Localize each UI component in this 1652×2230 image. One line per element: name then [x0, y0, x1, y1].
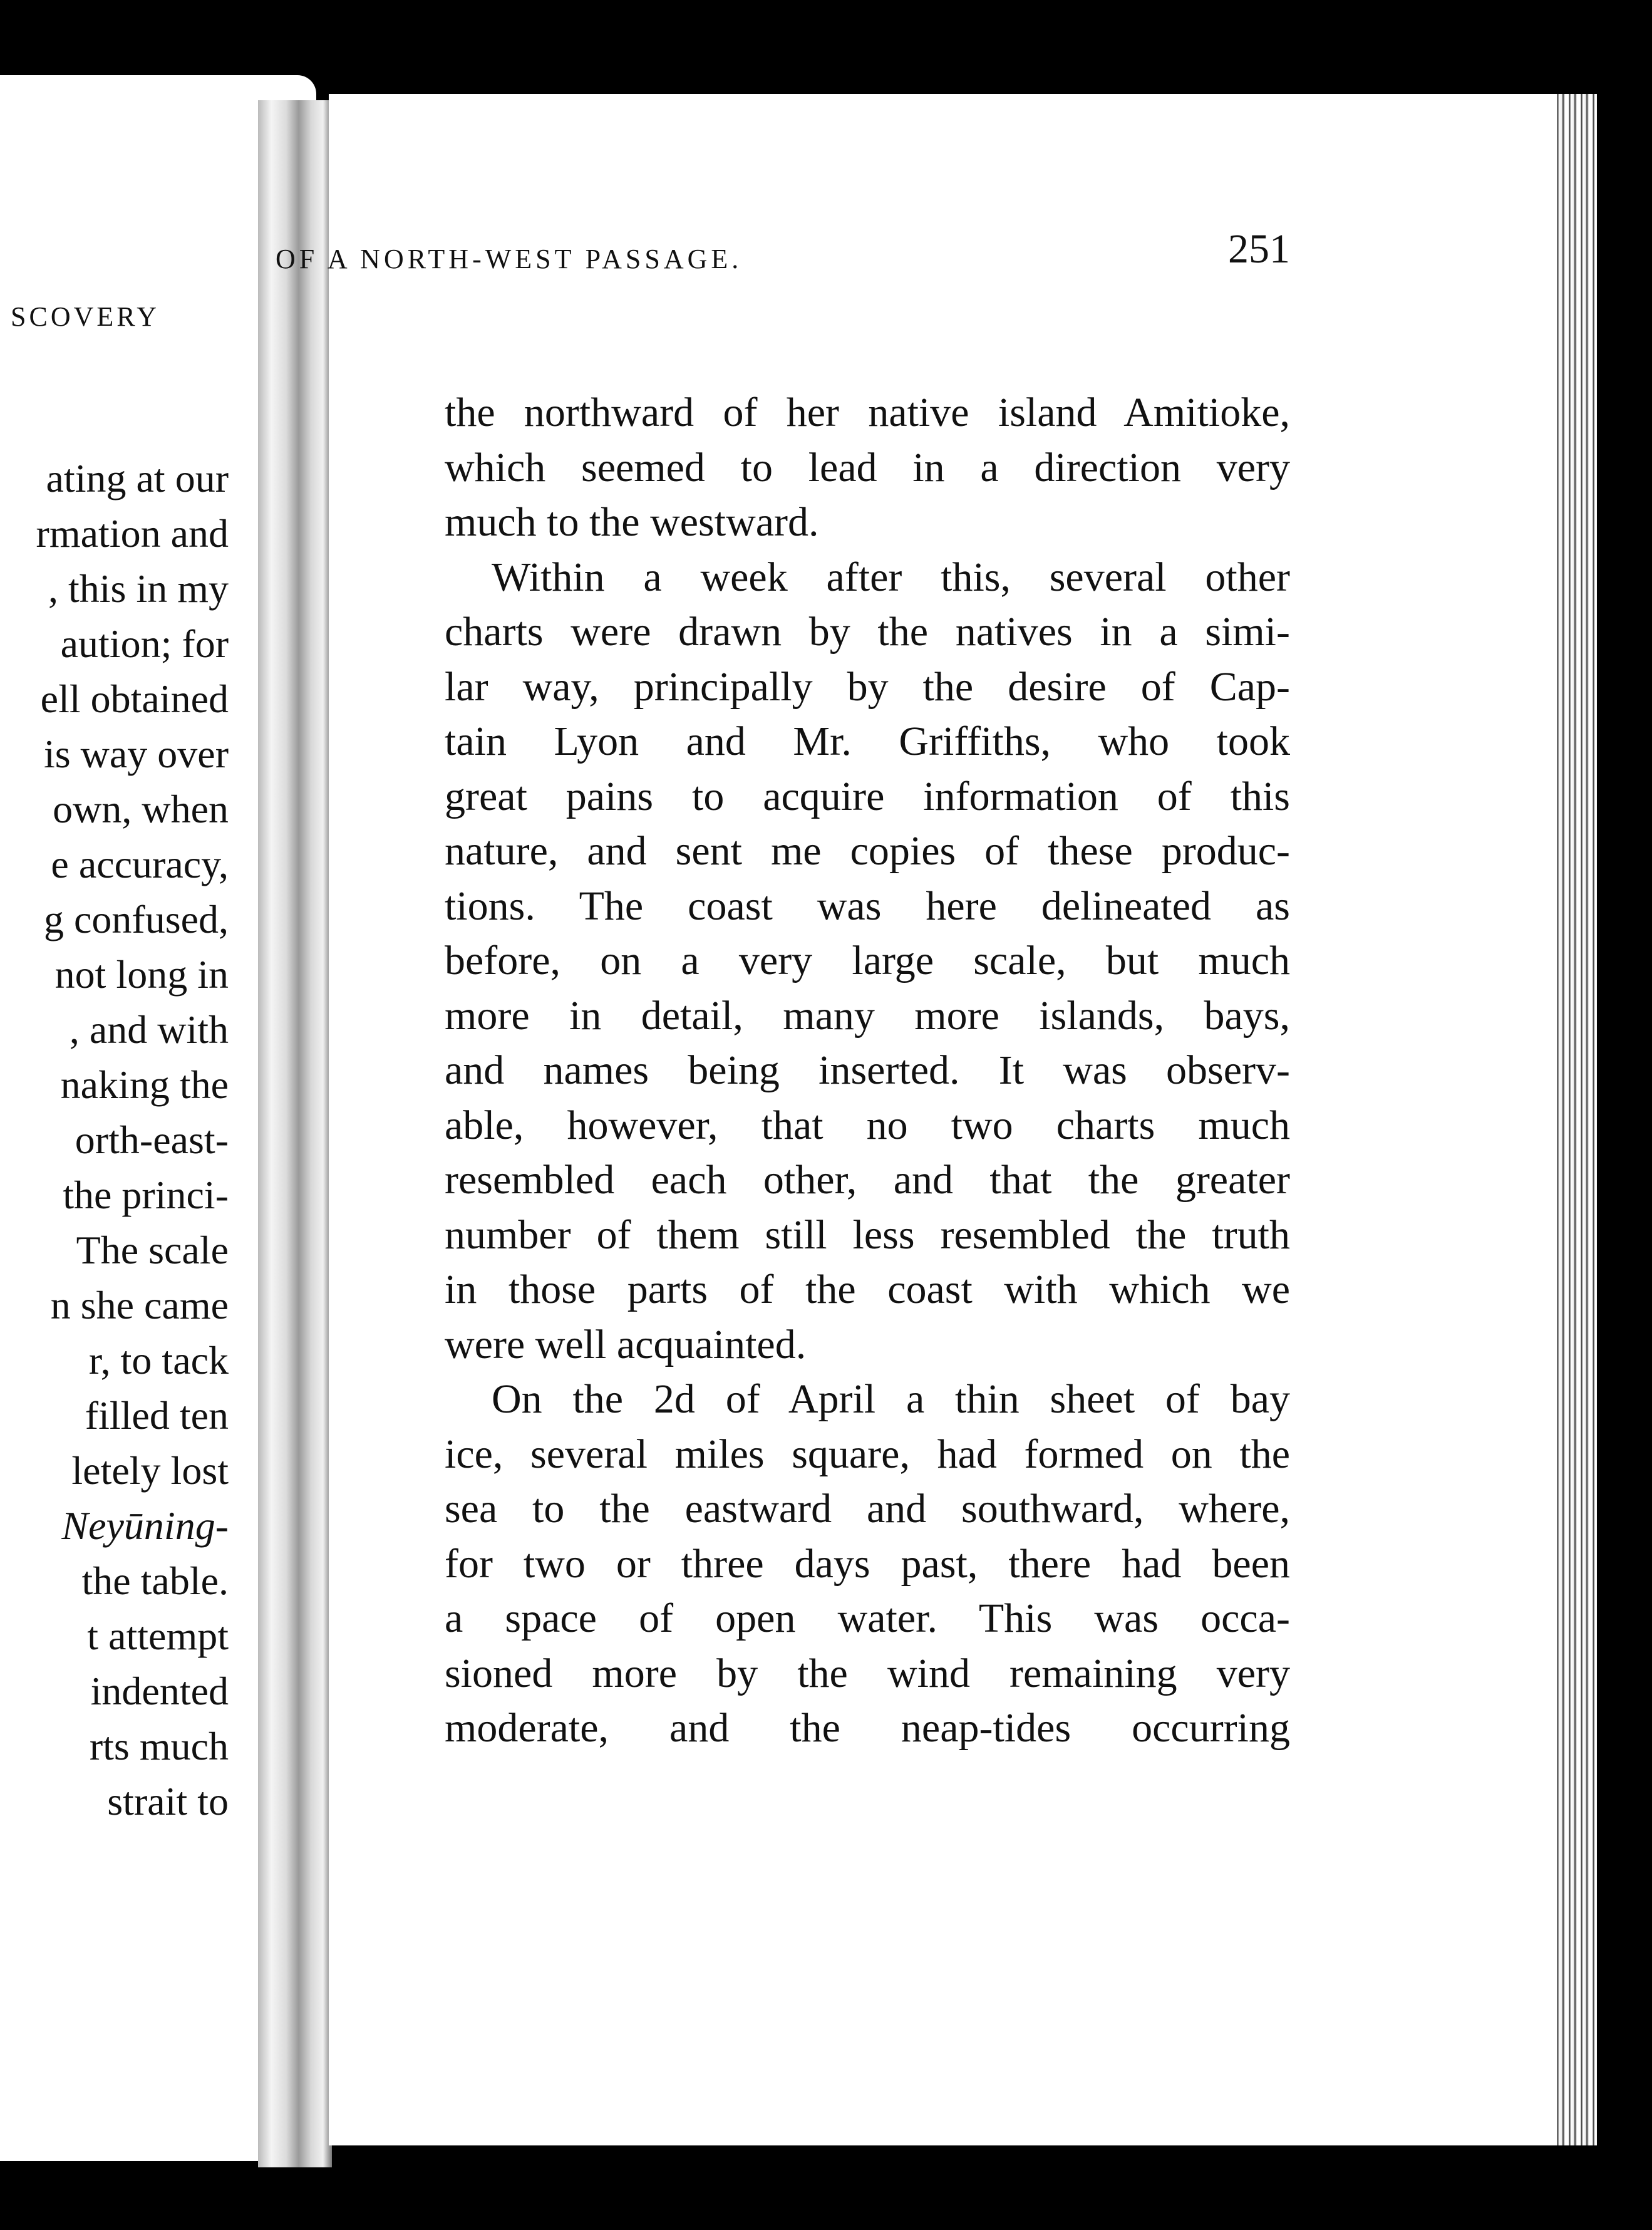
left-text-line: aution; for [60, 621, 229, 666]
text-line: sea to the eastward and southward, where, [445, 1486, 1290, 1532]
left-text-line: ating at our [46, 456, 229, 500]
text-line: nature, and sent me copies of these produc- [445, 828, 1290, 874]
left-text-line: orth-east- [75, 1118, 229, 1162]
text-line: in those parts of the coast with which we [445, 1267, 1290, 1312]
left-text-line: own, when [53, 787, 229, 831]
text-line: lar way, principally by the desire of Cap- [445, 663, 1290, 710]
left-text-line: r, to tack [88, 1338, 229, 1382]
text-line: before, on a very large scale, but much [445, 938, 1290, 983]
left-text-line: t attempt [87, 1614, 229, 1658]
text-line: moderate, and the neap-tides occurring [445, 1705, 1290, 1751]
left-text-line: Neyūning- [61, 1503, 229, 1548]
left-text-line: g confused, [43, 897, 229, 941]
text-line: for two or three days past, there had been [445, 1540, 1290, 1587]
left-text-line: n she came [50, 1283, 229, 1327]
text-line: charts were drawn by the natives in a simi- [445, 609, 1290, 655]
text-line: number of them still less resembled the truth [445, 1211, 1290, 1258]
text-line: a space of open water. This was occa- [445, 1595, 1290, 1641]
text-line: more in detail, many more islands, bays, [445, 992, 1290, 1039]
left-text-line: The scale [76, 1228, 229, 1272]
text-line: ice, several miles square, had formed on the [445, 1431, 1290, 1477]
left-page-text [36, 451, 229, 1829]
text-line: which seemed to lead in a direction very [445, 444, 1290, 490]
text-line: Within a week after this, several other [492, 554, 1290, 600]
text-line: tions. The coast was here delineated as [445, 883, 1290, 929]
left-text-line: indented [90, 1669, 229, 1713]
left-text-line: not long in [54, 952, 229, 997]
left-text-line: e accuracy, [51, 842, 229, 886]
left-text-line: the princi- [63, 1173, 229, 1217]
right-page-body [445, 385, 1290, 1756]
page-number: 251 [1228, 226, 1290, 272]
book-gutter [258, 100, 332, 2167]
text-line: great pains to acquire information of this [445, 773, 1290, 819]
text-line: were well acquainted. [445, 1321, 807, 1367]
left-text-line: rts much [89, 1724, 229, 1768]
left-text-line: is way over [43, 732, 229, 776]
text-line: able, however, that no two charts much [445, 1102, 1290, 1148]
left-text-line: , and with [69, 1007, 229, 1052]
left-running-head: SCOVERY [11, 301, 160, 332]
left-text-line: the table. [81, 1558, 229, 1603]
right-page-header [276, 226, 1290, 282]
left-text-line: naking the [60, 1062, 229, 1107]
text-line: resembled each other, and that the greater [445, 1157, 1290, 1203]
left-text-line: rmation and [36, 511, 229, 556]
text-line: the northward of her native island Amitioke, [445, 390, 1290, 435]
left-text-line: ell obtained [40, 677, 229, 721]
left-text-line: letely lost [71, 1448, 229, 1493]
text-line: On the 2d of April a thin sheet of bay [492, 1376, 1290, 1422]
left-text-line: , this in my [48, 566, 229, 611]
text-line: tain Lyon and Mr. Griffiths, who took [445, 718, 1290, 764]
page-edges [1553, 94, 1597, 2145]
left-text-line: filled ten [85, 1393, 229, 1438]
text-line: and names being inserted. It was observ- [445, 1047, 1290, 1093]
left-text-line: strait to [107, 1779, 229, 1823]
text-line: much to the westward. [445, 499, 819, 545]
running-head: OF A NORTH-WEST PASSAGE. [276, 244, 743, 274]
text-line: sioned more by the wind remaining very [445, 1650, 1290, 1696]
